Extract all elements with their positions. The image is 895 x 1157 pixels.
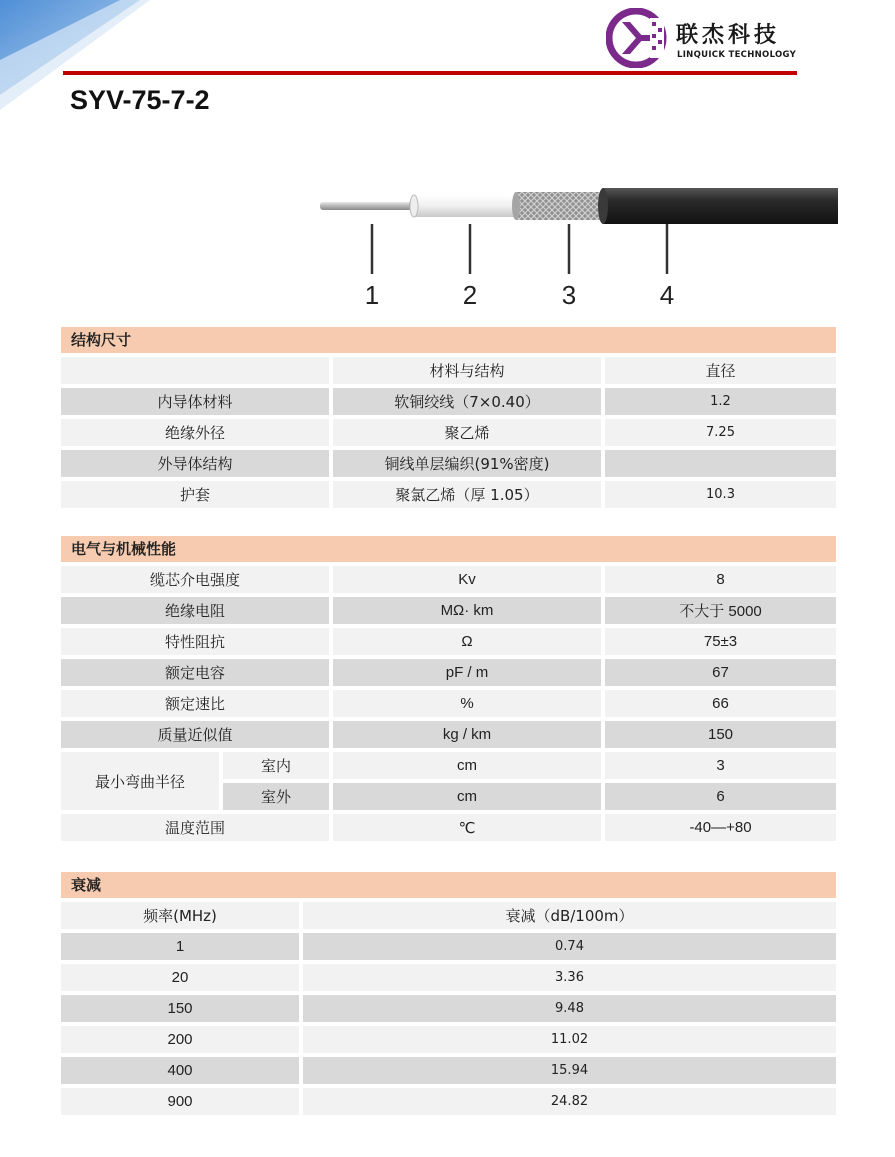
callout-2: 2 — [462, 280, 478, 310]
bend-indoor-unit: cm — [333, 752, 601, 779]
brand-logo — [606, 8, 806, 68]
table-row-diameter: 7.25 — [605, 419, 836, 446]
table-row-attenuation: 9.48 — [303, 995, 836, 1022]
attenuation-header-value: 衰减（dB/100m） — [303, 902, 836, 929]
table-row-freq: 900 — [61, 1088, 299, 1115]
callout-1: 1 — [364, 280, 380, 310]
linquick-logo-icon — [606, 8, 668, 68]
table-row-unit: % — [333, 690, 601, 717]
brand-name-en: LINQUICK TECHNOLOGY — [677, 50, 797, 60]
header-divider — [63, 71, 797, 75]
callout-4: 4 — [659, 280, 675, 310]
table-row-material: 铜线单层编织(91%密度) — [333, 450, 601, 477]
attenuation-table — [61, 898, 836, 1120]
table-row-value: 75±3 — [605, 628, 836, 655]
electrical-section-title: 电气与机械性能 — [61, 536, 836, 562]
electrical-section — [61, 536, 836, 852]
table-row-name: 护套 — [61, 481, 329, 508]
table-row-name: 内导体材料 — [61, 388, 329, 415]
bend-indoor-value: 3 — [605, 752, 836, 779]
temperature-value: -40—+80 — [605, 814, 836, 841]
bend-indoor-label: 室内 — [223, 752, 329, 779]
table-row-name: 缆芯介电强度 — [61, 566, 329, 593]
table-row-freq: 150 — [61, 995, 299, 1022]
table-row-unit: kg / km — [333, 721, 601, 748]
table-row-freq: 200 — [61, 1026, 299, 1053]
bend-outdoor-value: 6 — [605, 783, 836, 810]
cable-jacket — [603, 188, 838, 224]
temperature-unit: ℃ — [333, 814, 601, 841]
callout-3: 3 — [561, 280, 577, 310]
structure-header-material: 材料与结构 — [333, 357, 601, 384]
table-row-attenuation: 11.02 — [303, 1026, 836, 1053]
table-row-diameter: 10.3 — [605, 481, 836, 508]
table-row-name: 质量近似值 — [61, 721, 329, 748]
bend-outdoor-label: 室外 — [223, 783, 329, 810]
table-row-value: 66 — [605, 690, 836, 717]
electrical-table — [61, 562, 836, 852]
attenuation-section-title: 衰减 — [61, 872, 836, 898]
table-row-value: 67 — [605, 659, 836, 686]
table-row-diameter — [605, 450, 836, 477]
table-row-unit: MΩ· km — [333, 597, 601, 624]
table-row-value: 8 — [605, 566, 836, 593]
table-row-name: 特性阻抗 — [61, 628, 329, 655]
table-row-value: 150 — [605, 721, 836, 748]
table-row-unit: Ω — [333, 628, 601, 655]
table-row-name: 绝缘外径 — [61, 419, 329, 446]
table-row-name: 额定电容 — [61, 659, 329, 686]
structure-header-diameter: 直径 — [605, 357, 836, 384]
table-row-freq: 20 — [61, 964, 299, 991]
structure-table — [61, 353, 836, 537]
table-row-value: 不大于 5000 — [605, 597, 836, 624]
inner-conductor — [320, 202, 412, 210]
brand-name-cn: 联杰科技 — [676, 23, 781, 48]
table-row-material: 聚氯乙烯（厚 1.05） — [333, 481, 601, 508]
table-row-unit: pF / m — [333, 659, 601, 686]
table-row-unit: Kv — [333, 566, 601, 593]
temperature-label: 温度范围 — [61, 814, 329, 841]
attenuation-section — [61, 872, 836, 1120]
structure-section-title: 结构尺寸 — [61, 327, 836, 353]
table-row-attenuation: 0.74 — [303, 933, 836, 960]
table-row-freq: 1 — [61, 933, 299, 960]
insulation-layer — [414, 195, 514, 217]
outer-conductor-braid — [516, 192, 601, 220]
table-row-attenuation: 15.94 — [303, 1057, 836, 1084]
table-row-name: 绝缘电阻 — [61, 597, 329, 624]
table-row-diameter: 1.2 — [605, 388, 836, 415]
bend-radius-label: 最小弯曲半径 — [61, 752, 219, 810]
table-row-attenuation: 3.36 — [303, 964, 836, 991]
table-row-attenuation: 24.82 — [303, 1088, 836, 1115]
structure-section — [61, 327, 836, 537]
bend-outdoor-unit: cm — [333, 783, 601, 810]
table-row-name: 额定速比 — [61, 690, 329, 717]
table-row-name: 外导体结构 — [61, 450, 329, 477]
product-model-title: SYV-75-7-2 — [70, 85, 210, 115]
table-row-material: 聚乙烯 — [333, 419, 601, 446]
attenuation-header-freq: 频率(MHz) — [61, 902, 299, 929]
table-row-material: 软铜绞线（7×0.40） — [333, 388, 601, 415]
table-row-freq: 400 — [61, 1057, 299, 1084]
structure-header-blank — [61, 357, 329, 384]
